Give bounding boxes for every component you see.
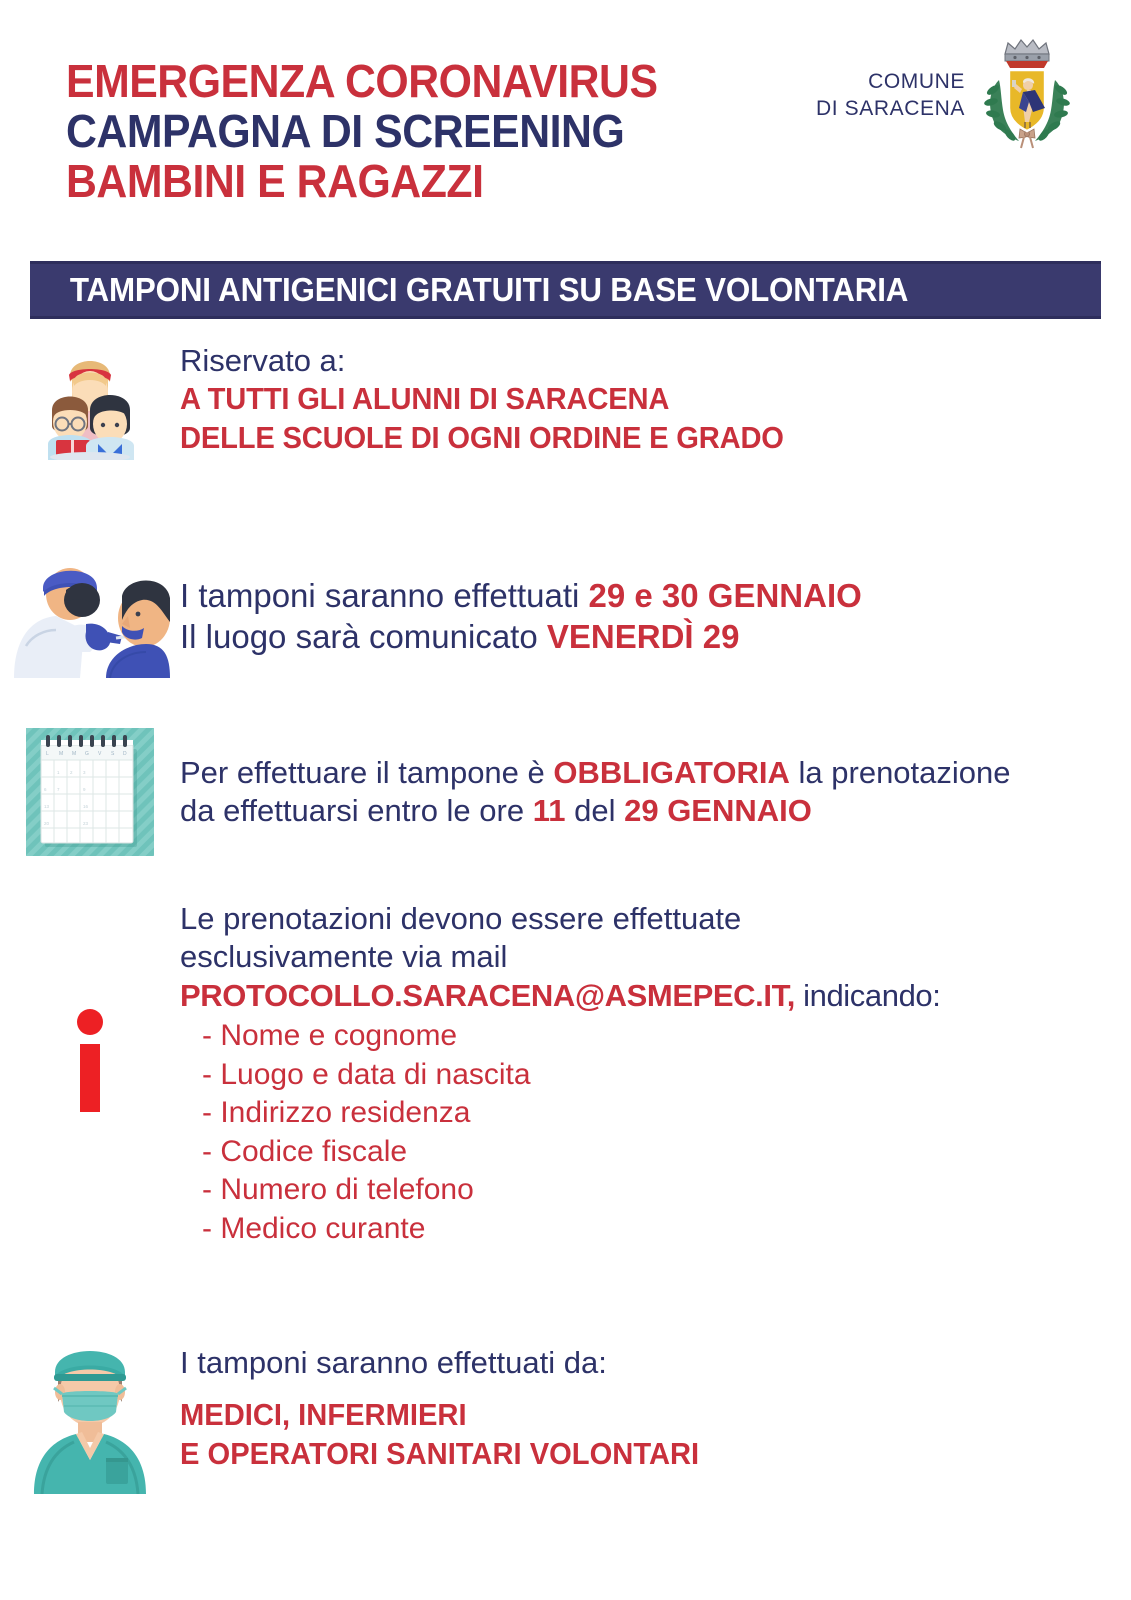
eligibility-line-2 bbox=[180, 419, 822, 457]
section-booking-icon-col bbox=[0, 728, 180, 856]
svg-text:16: 16 bbox=[83, 804, 89, 809]
svg-text:S: S bbox=[111, 751, 115, 757]
booking-line-2-c: del bbox=[565, 793, 625, 829]
svg-text:7: 7 bbox=[57, 787, 60, 792]
list-item: - Codice fiscale bbox=[202, 1134, 408, 1168]
booking-line-2-d: 29 GENNAIO bbox=[624, 793, 812, 829]
svg-text:G: G bbox=[85, 751, 89, 757]
svg-text:9: 9 bbox=[83, 787, 86, 792]
section-dates bbox=[0, 560, 1131, 678]
booking-line-2 bbox=[180, 792, 1011, 830]
dates-line-1-prefix: I tamponi saranno effettuati bbox=[180, 577, 589, 614]
svg-text:M: M bbox=[72, 751, 77, 757]
dates-line-2 bbox=[180, 617, 862, 658]
info-icon bbox=[70, 1006, 110, 1112]
municipality-logo bbox=[816, 32, 1075, 157]
section-staff bbox=[0, 1330, 1131, 1494]
staff-line-2-text: E OPERATORI SANITARI VOLONTARI bbox=[180, 1435, 700, 1471]
list-item: - Numero di telefono bbox=[202, 1173, 474, 1207]
svg-text:M: M bbox=[59, 751, 64, 757]
title-line-1: EMERGENZA CORONAVIRUS bbox=[66, 55, 658, 107]
subtitle-banner-text: TAMPONI ANTIGENICI GRATUITI SU BASE VOLONTARIA bbox=[69, 271, 909, 308]
section-eligibility bbox=[0, 340, 1131, 460]
staff-line-1-text: MEDICI, INFERMIERI bbox=[180, 1397, 467, 1433]
logo-text bbox=[816, 68, 965, 122]
list-item: - Luogo e data di nascita bbox=[202, 1057, 531, 1091]
staff-line-2 bbox=[180, 1435, 732, 1473]
subtitle-banner bbox=[30, 261, 1101, 319]
eligibility-line-1-text: A TUTTI GLI ALUNNI DI SARACENA bbox=[180, 381, 670, 417]
email-address-line bbox=[180, 977, 940, 1015]
email-line-2: esclusivamente via mail bbox=[180, 939, 508, 975]
email-address[interactable]: PROTOCOLLO.SARACENA@ASMEPEC.IT, bbox=[180, 977, 795, 1013]
list-item: - Nome e cognome bbox=[202, 1019, 458, 1053]
email-required-fields-list bbox=[202, 1017, 940, 1248]
svg-text:3: 3 bbox=[83, 770, 86, 775]
section-booking bbox=[0, 728, 1131, 856]
dates-line-2-emphasis: VENERDÌ 29 bbox=[546, 617, 740, 655]
section-dates-text bbox=[180, 560, 862, 658]
section-email bbox=[0, 898, 1131, 1248]
coat-of-arms-icon bbox=[979, 32, 1075, 157]
svg-text:2: 2 bbox=[70, 770, 73, 775]
svg-text:1: 1 bbox=[57, 770, 60, 775]
section-eligibility-text bbox=[180, 340, 822, 457]
svg-text:V: V bbox=[98, 751, 102, 757]
svg-text:L: L bbox=[46, 751, 49, 757]
email-address-suffix: indicando: bbox=[794, 977, 941, 1013]
logo-line-1: COMUNE bbox=[868, 69, 965, 93]
logo-line-2: DI SARACENA bbox=[816, 96, 965, 120]
poster-header bbox=[0, 0, 1131, 248]
list-item: - Medico curante bbox=[202, 1211, 426, 1245]
title-line-2: CAMPAGNA DI SCREENING bbox=[66, 105, 625, 157]
calendar-icon bbox=[26, 728, 154, 856]
eligibility-intro: Riservato a: bbox=[180, 343, 346, 378]
booking-line-1 bbox=[180, 754, 1011, 792]
eligibility-line-2-text: DELLE SCUOLE DI OGNI ORDINE E GRADO bbox=[180, 419, 784, 455]
section-eligibility-icon-col bbox=[0, 340, 180, 460]
section-email-icon-col bbox=[0, 898, 180, 1112]
booking-line-1-b: OBBLIGATORIA bbox=[553, 755, 790, 790]
section-staff-icon-col bbox=[0, 1330, 180, 1494]
section-staff-text bbox=[180, 1330, 732, 1473]
booking-line-1-a: Per effettuare il tampone è bbox=[180, 755, 554, 790]
svg-text:23: 23 bbox=[83, 821, 89, 826]
section-booking-text bbox=[180, 728, 1011, 831]
doctor-icon bbox=[28, 1330, 152, 1494]
booking-line-2-b: 11 bbox=[532, 793, 566, 829]
svg-text:13: 13 bbox=[44, 804, 50, 809]
booking-line-2-a: da effettuarsi entro le ore bbox=[180, 793, 533, 829]
email-line-1: Le prenotazioni devono essere effettuate bbox=[180, 901, 742, 936]
section-email-text bbox=[180, 898, 940, 1248]
list-item: - Indirizzo residenza bbox=[202, 1096, 471, 1130]
eligibility-line-1 bbox=[180, 380, 822, 418]
svg-text:20: 20 bbox=[44, 821, 50, 826]
poster-title bbox=[66, 56, 702, 206]
staff-line-1 bbox=[180, 1396, 732, 1434]
title-line-3: BAMBINI E RAGAZZI bbox=[66, 155, 484, 207]
svg-text:D: D bbox=[123, 751, 127, 757]
section-dates-icon-col bbox=[0, 560, 180, 678]
staff-intro: I tamponi saranno effettuati da: bbox=[180, 1345, 607, 1380]
svg-text:6: 6 bbox=[44, 787, 47, 792]
booking-line-1-c: la prenotazione bbox=[789, 755, 1011, 790]
dates-line-1 bbox=[180, 576, 862, 617]
dates-line-1-emphasis: 29 e 30 GENNAIO bbox=[588, 577, 862, 614]
children-icon bbox=[36, 340, 144, 460]
dates-line-2-prefix: Il luogo sarà comunicato bbox=[180, 617, 547, 655]
nasal-swab-icon bbox=[10, 560, 170, 678]
